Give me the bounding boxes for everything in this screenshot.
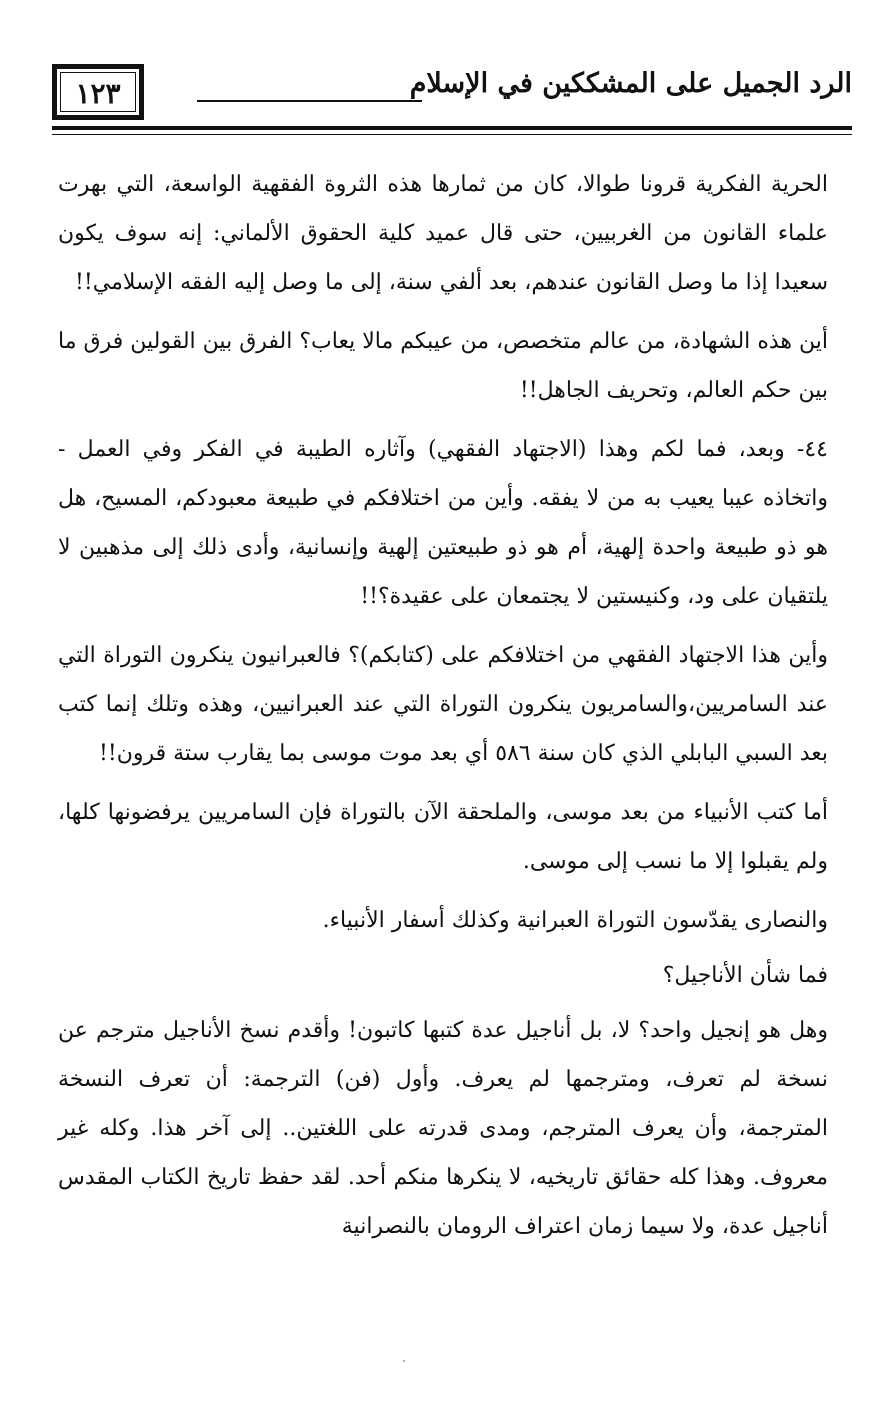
body-text xyxy=(58,160,828,1261)
paragraph-8: وهل هو إنجيل واحد؟ لا، بل أناجيل عدة كتبها كاتبون! وأقدم نسخ الأناجيل مترجم عن نسخة لم تعرف، ومترجمها لم يعرف. وأول (فن) الترجمة: أن تعرف النسخة المترجمة، وأن يعرف المترجم، ومدى قدرته على اللغتين.. إلى آخر هذا. وكله غير معروف. وهذا كله حقائق تاريخيه، لا ينكرها منكم أحد. لقد حفظ تاريخ الكتاب المقدس أناجيل عدة، ولا سيما زمان اعتراف الرومان بالنصرانية xyxy=(58,1018,828,1239)
header-rule-thin xyxy=(52,134,852,135)
page-header xyxy=(52,64,852,134)
running-title: الرد الجميل على المشككين في الإسلام xyxy=(409,68,852,99)
paragraph-1: الحرية الفكرية قرونا طوالا، كان من ثمارها هذه الثروة الفقهية الواسعة، التي بهرت علماء القانون من الغربيين، حتى قال عميد كلية الحقوق الألماني: إنه سوف يكون سعيدا إذا ما وصل القانون عندهم، بعد ألفي سنة، إلى ما وصل إليه الفقه الإسلامي!! xyxy=(58,172,828,295)
paragraph-6: والنصارى يقدّسون التوراة العبرانية وكذلك أسفار الأنبياء. xyxy=(322,908,828,933)
paragraph-5: أما كتب الأنبياء من بعد موسى، والملحقة الآن بالتوراة فإن السامريين يرفضونها كلها، ولم يقبلوا إلا ما نسب إلى موسى. xyxy=(58,800,828,874)
page-number: ١٢٣ xyxy=(75,77,121,110)
page-number-box xyxy=(52,64,144,120)
scan-speck xyxy=(403,1360,405,1362)
paragraph-4: وأين هذا الاجتهاد الفقهي من اختلافكم على (كتابكم)؟ فالعبرانيون ينكرون التوراة التي عند السامريين،والسامريون ينكرون التوراة التي عند العبرانيين، وهذه وتلك إنما كتب بعد السبي البابلي الذي كان سنة ٥٨٦ أي بعد موت موسى بما يقارب ستة قرون!! xyxy=(58,643,828,766)
header-dash-line xyxy=(197,100,422,102)
header-rule-thick xyxy=(52,126,852,130)
paragraph-2: أين هذه الشهادة، من عالم متخصص، من عيبكم مالا يعاب؟ الفرق بين القولين فرق ما بين حكم العالم، وتحريف الجاهل!! xyxy=(58,329,828,403)
paragraph-7: فما شأن الأناجيل؟ xyxy=(662,963,828,988)
paragraph-3: ٤٤- وبعد، فما لكم وهذا (الاجتهاد الفقهي) وآثاره الطيبة في الفكر وفي العمل - واتخاذه عيبا يعيب به من لا يفقه. وأين من اختلافكم في طبيعة معبودكم، المسيح، هل هو ذو طبيعة واحدة إلهية، أم هو ذو طبيعتين إلهية وإنسانية، وأدى ذلك إلى مذهبين لا يلتقيان على ود، وكنيستين لا يجتمعان على عقيدة؟!! xyxy=(58,437,828,609)
